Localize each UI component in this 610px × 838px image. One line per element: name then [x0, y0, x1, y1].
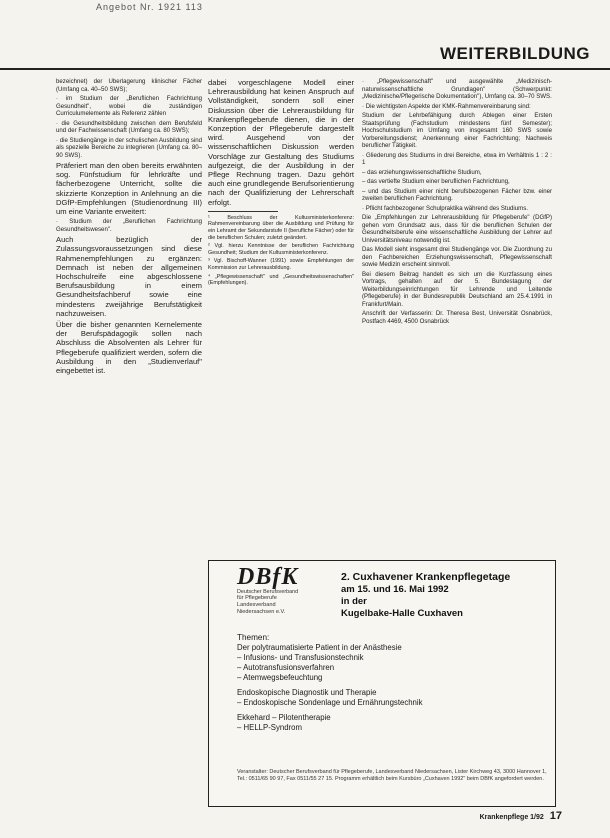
footnote-divider	[208, 211, 278, 212]
paragraph: · die Gesundheitsbildung zwischen dem Berufsfeld und der Fachwissenschaft (Umfang ca. 80 SWS);	[56, 119, 202, 134]
paragraph: bezeichnet) der Uberlagerung klinischer Fächer (Umfang ca. 40–50 SWS);	[56, 78, 202, 93]
event-title: 2. Cuxhavener Krankenpflegetage	[341, 571, 511, 583]
theme-line: Der polytraumatisierte Patient in der Anästhesie	[237, 643, 402, 652]
paragraph: – das erziehungswissenschaftliche Studium,	[362, 168, 482, 176]
organization-lines	[237, 595, 347, 616]
logo-subtitle: Deutscher Berufsverband	[237, 589, 299, 595]
section-title: WEITERBILDUNG	[439, 44, 590, 63]
theme-line: Endoskopische Diagnostik und Therapie	[237, 688, 377, 697]
footnote: ³ Vgl. Bischoff-Wanner (1991) sowie Empfehlungen der Kommission zur Lehrerausbildung.	[208, 258, 354, 271]
event-heading	[341, 571, 546, 620]
event-venue: Kugelbake-Halle Cuxhaven	[341, 608, 463, 619]
event-themes	[237, 633, 547, 733]
paragraph: dabei vorgeschlagene Modell einer Lehrerausbildung hat keinen Anspruch auf Vollständigkeit, sondern soll einer Diskussion über die Lehrerausbildung für Krankenpflegeberufe dienen, die in der Konzeption der Pflegeberufe dargestellt wird. Ausgehend von der wissenschaftlichen Diskussion werden Vorschläge zur Gestaltung des Studiums aufgezeigt, die der Ausbildung in der Pflege Rechnung tragen. Dazu gehört auch eine grundlegende Berufsorientierung nach der Qualifizierung der Lehrerschaft erfolgt.	[208, 78, 354, 207]
paragraph: · im Studium der „Beruflichen Fachrichtung Gesundheit", wobei die zuständigen Curriculumelemente als Referenz zählen	[56, 95, 202, 117]
theme-item: – Endoskopische Sondenlage und Ernährungstechnik	[237, 698, 423, 707]
themes-heading: Themen:	[237, 633, 270, 642]
paragraph: · Die wichtigsten Aspekte der KMK-Rahmenvereinbarung sind:	[362, 102, 531, 110]
text-column-2	[208, 78, 354, 568]
page-footer	[480, 810, 562, 822]
event-date: am 15. und 16. Mai 1992	[341, 584, 449, 595]
footnote: ⁴ „Pflegewissenschaft" und „Gesundheitswissenschaften" (Empfehlungen).	[208, 273, 354, 287]
author-note: Bei diesem Beitrag handelt es sich um die Kurzfassung eines Vortrags, gehalten auf der 5. Bundestagung der Weiterbildungseinrichtungen für Lehrende und Leitende (Pflegeberufe) in der Bundesrepublik Deutschland am 25.4.1991 in Frankfurt/Main.	[362, 270, 552, 308]
text-column-1	[56, 78, 202, 813]
journal-name: Krankenpflege 1/92	[479, 814, 544, 821]
dbfk-logo: DBfK	[237, 564, 299, 590]
paragraph: Auch bezüglich der Zulassungsvoraussetzungen sind diese Rahmenempfehlungen zu ergänzen: Demnach ist neben der allgemeinen Hochschulreife eine abgeschlossene Berufsausbildung in einem Gesundheitsfachberuf sowie eine mindestens zweijährige Berufstätigkeit nachzuweisen.	[56, 235, 202, 318]
organization-line: Landesverband	[237, 602, 276, 608]
text-column-3	[362, 78, 552, 578]
theme-item: – Atemwegsbefeuchtung	[237, 673, 323, 682]
organizer-info: Veranstalter: Deutscher Berufsverband für Pflegeberufe, Landesverband Niedersachsen, Lister Kirchweg 43, 3000 Hannover 1, Tel.: 0511/65 90 97, Fax 0511/55 27 15. Programm erhältlich beim Kursbüro „Cuxhaven 1992" beim DBfK angefordert werden.	[237, 769, 547, 782]
theme-item: – Infusions- und Transfusionstechnik	[237, 653, 364, 662]
paragraph: – das vertiefte Studium einer beruflichen Fachrichtung,	[362, 178, 510, 185]
paragraph: · „Pflegewissenschaft" und ausgewählte „Medizinisch-naturwissenschaftliche Grundlagen" (Schwerpunkt: „Medizinische/Pflegerische Dokumentation"), Umfang ca. 30–70 SWS.	[362, 78, 552, 100]
author-address: Anschrift der Verfasserin: Dr. Theresa Best, Universität Osnabrück, Postfach 4469, 4500 Osnabrück	[362, 310, 552, 325]
page-number: 17	[549, 810, 562, 822]
paragraph: Das Modell sieht insgesamt drei Studiengänge vor. Die Zuordnung zu den Fachbereichen Erziehungswissenschaft, Pflegewissenschaft sowie Medizin erscheint sinnvoll.	[362, 246, 552, 268]
paragraph: Die „Empfehlungen zur Lehrerausbildung für Pflegeberufe" (DGfP) gehen vom Grundsatz aus, dass für die beruflichen Schulen der Gesundheitsberufe eine wissenschaftliche Ausbildung der Lehrer auf Universitätsniveau notwendig ist.	[362, 214, 552, 244]
paragraph: · die Studiengänge in der schulischen Ausbildung sind als spezielle Bereiche zu integrieren (Umfang ca. 80–90 SWS).	[56, 136, 202, 159]
paragraph: Präferiert man den oben bereits erwähnten sog. Fünfstudium für lehrkräfte und fächerbezogene Unterricht, sollte die skizzierte Konzeption in Anlehnung an die DGfP-Empfehlungen (Studienordnung III) um eine Variante erweitert:	[56, 161, 202, 217]
footnote: ² Vgl. hierzu Kenntnisse der beruflichen Fachrichtung Gesundheit; Studium der Kultusministerkonferenz.	[208, 243, 354, 256]
paragraph: Über die bisher genannten Kernelemente der Berufspädagogik sollen nach Abschluss die Absolventen als Lehrer für Pflegeberufe qualifiziert werden, sofern die Ausbildung in den „Studienverlauf" eingebettet ist.	[56, 320, 202, 376]
paragraph: · Studium der „Beruflichen Fachrichtung Gesundheitswesen".	[56, 218, 202, 233]
theme-line: Ekkehard – Pilotentherapie	[237, 713, 331, 722]
theme-item: – Autotransfusionsverfahren	[237, 663, 335, 672]
top-stamp: Angebot Nr. 1921 113	[96, 2, 203, 12]
paragraph: – und das Studium einer nicht berufsbezogenen Fächer bzw. einer zweiten beruflichen Fachrichtung.	[362, 187, 552, 202]
paragraph: · Pflicht fachbezogener Schulpraktika während des Studiums.	[362, 204, 528, 212]
footnote: ¹ Beschluss der Kultusministerkonferenz: Rahmenvereinbarung über die Ausbildung und Prüfung für ein Lehramt der Sekundarstufe II (berufliche Fächer) oder für die beruflichen Schulen; zuletzt geändert.	[208, 214, 354, 241]
theme-item: – HELLP-Syndrom	[237, 723, 303, 732]
page-header	[0, 0, 610, 70]
paragraph: Studium der Lehrbefähigung durch Ablegen einer Ersten Staatsprüfung (Fachstudium mindestens fünf Semester); Hochschulstudium im Umfang von insgesamt 160 SWS sowie Vorbereitungsdienst; Anerkennung einer Fachrichtung; Nachweis beruflicher Tätigkeit.	[362, 112, 552, 149]
organization-line: für Pflegeberufe	[237, 595, 277, 601]
paragraph: · Gliederung des Studiums in drei Bereiche, etwa im Verhältnis 1 : 2 : 1	[362, 151, 552, 166]
organization-line: Niedersachsen e.V.	[237, 609, 286, 615]
event-preposition: in der	[341, 596, 367, 607]
event-advertisement	[208, 560, 556, 807]
